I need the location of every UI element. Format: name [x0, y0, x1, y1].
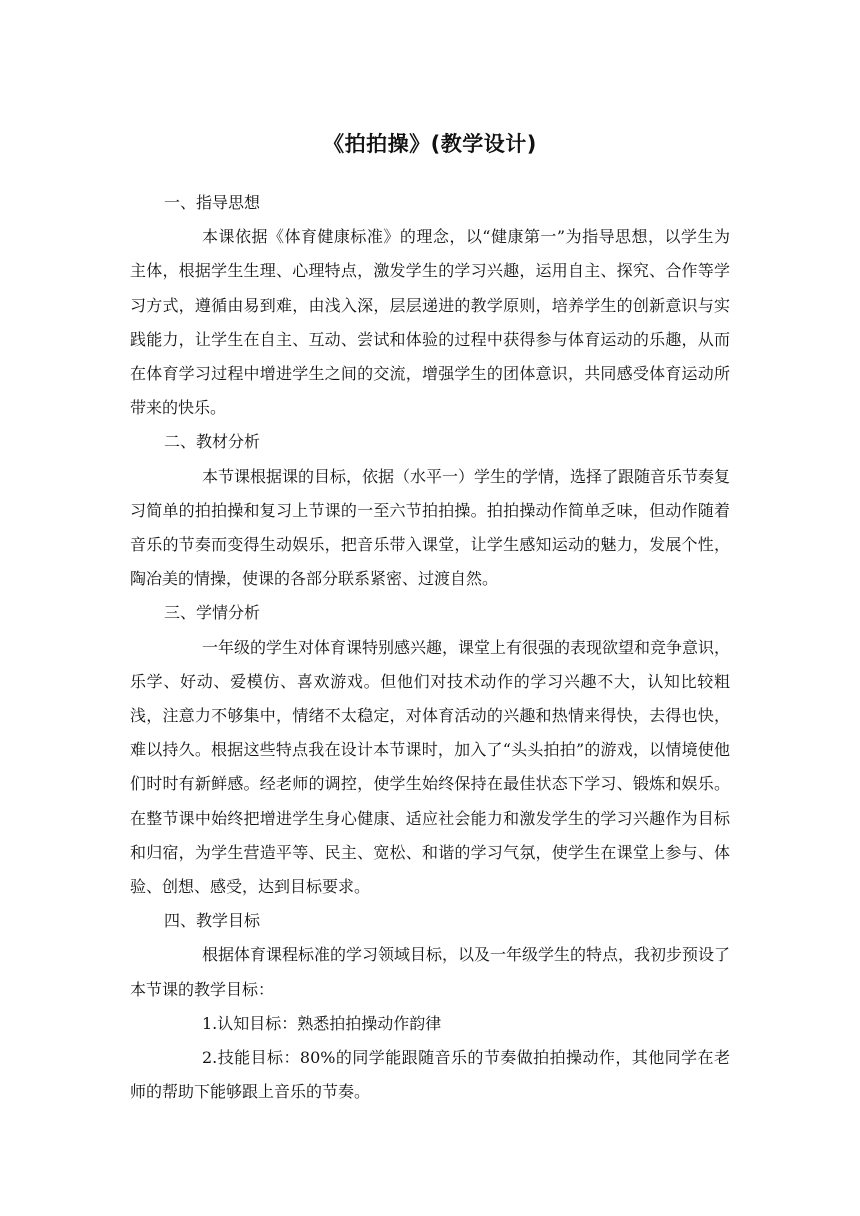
document-title: 《拍拍操》(教学设计): [323, 132, 537, 156]
document-body: [130, 186, 730, 1109]
paragraph-student-analysis: 一年级的学生对体育课特别感兴趣，课堂上有很强的表现欲望和竞争意识，乐学、好动、爱模仿、喜欢游戏。但他们对技术动作的学习兴趣不大，认知比较粗浅，注意力不够集中，情绪不太稳定，对体育活动的兴趣和热情来得快，去得也快，难以持久。根据这些特点我在设计本节课时，加入了“头头拍拍”的游戏，以情境使他们时时有新鲜感。经老师的调控，使学生始终保持在最佳状态下学习、锻炼和娱乐。在整节课中始终把增进学生身心健康、适应社会能力和激发学生的学习兴趣作为目标和归宿，为学生营造平等、民主、宽松、和谐的学习气氛，使学生在课堂上参与、体验、创想、感受，达到目标要求。: [130, 637, 731, 897]
section-heading-student-analysis: 三、学情分析: [164, 603, 261, 623]
section-heading-teaching-objectives: 四、教学目标: [164, 911, 261, 931]
paragraph-material-analysis: 本节课根据课的目标，依据（水平一）学生的学情，选择了跟随音乐节奏复习简单的拍拍操和复习上节课的一至六节拍拍操。拍拍操动作简单乏味，但动作随着音乐的节奏而变得生动娱乐，把音乐带入课堂，让学生感知运动的魅力，发展个性，陶冶美的情操，使课的各部分联系紧密、过渡自然。: [130, 466, 731, 589]
objective-item-cognitive: 1.认知目标：熟悉拍拍操动作韵律: [202, 1013, 442, 1033]
section-heading-guiding-thought: 一、指导思想: [164, 193, 261, 212]
objective-item-skill: 2.技能目标：80%的同学能跟随音乐的节奏做拍拍操动作，其他同学在老师的帮助下能够跟上音乐的节奏。: [130, 1048, 730, 1102]
section-heading-material-analysis: 二、教材分析: [164, 432, 261, 452]
paragraph-guiding-thought: 本课依据《体育健康标准》的理念，以“健康第一”为指导思想，以学生为主体，根据学生生理、心理特点，激发学生的学习兴趣，运用自主、探究、合作等学习方式，遵循由易到难，由浅入深，层层递进的教学原则，培养学生的创新意识与实践能力，让学生在自主、互动、尝试和体验的过程中获得参与体育运动的乐趣，从而在体育学习过程中增进学生之间的交流，增强学生的团体意识，共同感受体育运动所带来的快乐。: [130, 227, 730, 418]
paragraph-teaching-objectives: 根据体育课程标准的学习领域目标，以及一年级学生的特点，我初步预设了本节课的教学目标：: [130, 945, 731, 999]
